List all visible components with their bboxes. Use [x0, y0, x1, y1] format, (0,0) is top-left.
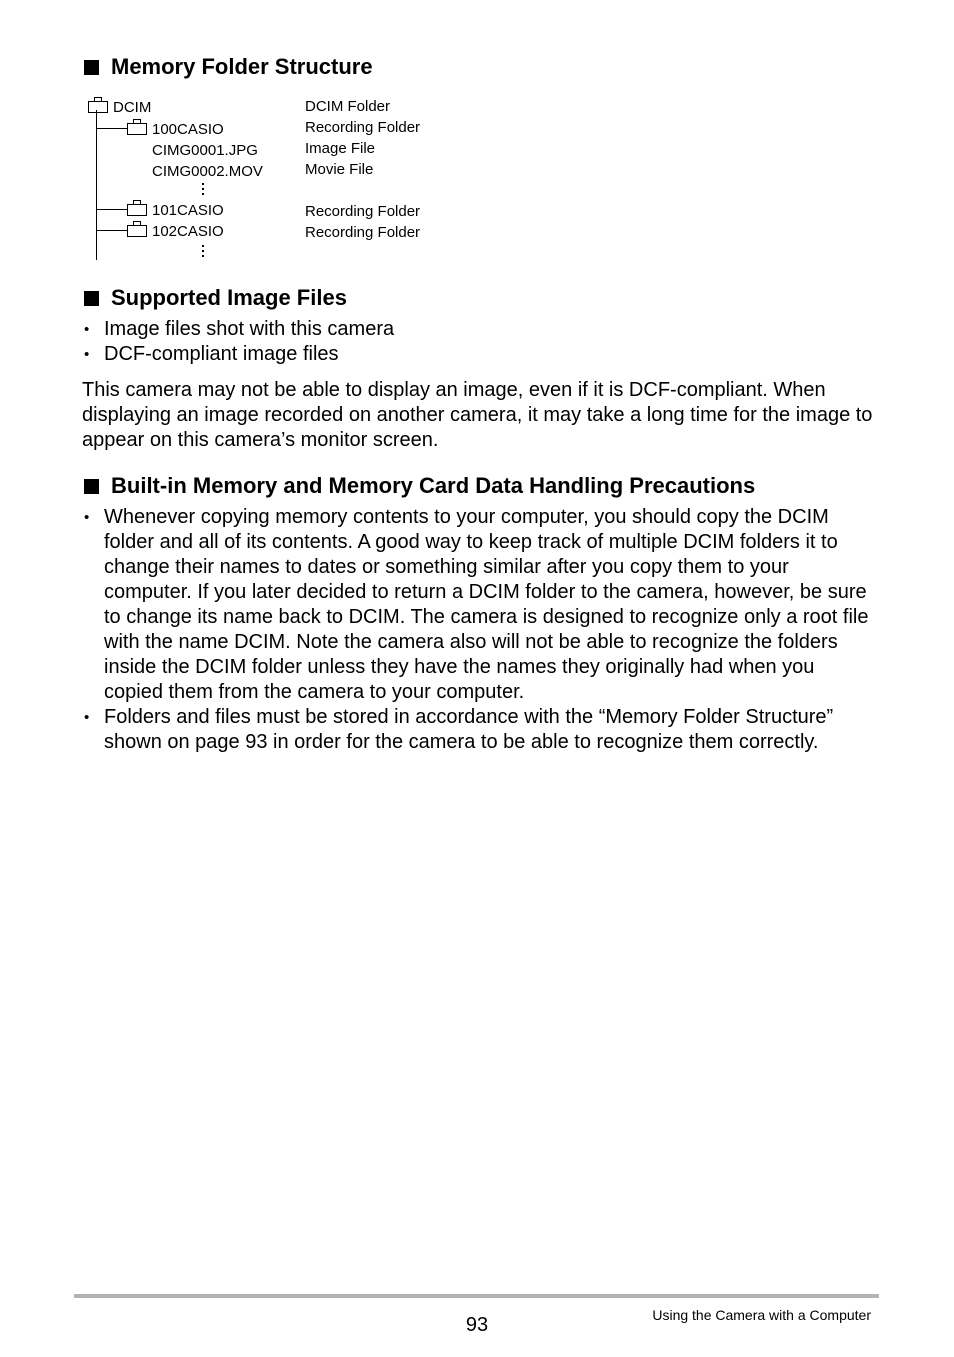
heading-text: Built-in Memory and Memory Card Data Handling Precautions — [111, 473, 756, 498]
list-item: • Whenever copying memory contents to your computer, you should copy the DCIM folder and all of its contents. A good way to keep track of multiple DCIM folders it to change their names to dates or something similar after you copy them to your computer. If you later decided to return a DCIM folder to the camera, however, be sure to change its name back to DCIM. The camera is designed to recognize only a root file with the name DCIM. Note the camera also will not be able to recognize the folders inside the DCIM folder unless they have the names they originally had when you copied them from the camera to your computer. — [84, 505, 874, 705]
list-item: • Image files shot with this camera — [84, 317, 394, 342]
tree-folder1-desc: Recording Folder — [305, 119, 421, 136]
tree-trunk-line — [96, 110, 97, 260]
square-bullet-icon — [84, 291, 99, 306]
tree-folder1-name: 100CASIO — [152, 121, 224, 138]
tree-root-desc: DCIM Folder — [305, 98, 391, 115]
supported-files-list — [84, 317, 394, 367]
tree-branch-line — [96, 230, 127, 231]
tree-folder2-name: 101CASIO — [152, 202, 224, 219]
tree-file1-name: CIMG0001.JPG — [152, 142, 258, 159]
folder-icon — [88, 101, 108, 113]
list-item: • Folders and files must be stored in accordance with the “Memory Folder Structure” shown on page 93 in order for the camera to be able to recognize them correctly. — [84, 705, 874, 755]
tree-file2-name: CIMG0002.MOV — [152, 163, 263, 180]
folder-icon — [127, 225, 147, 237]
tree-folder2-desc: Recording Folder — [305, 203, 421, 220]
folder-tree-diagram — [86, 96, 506, 266]
square-bullet-icon — [84, 479, 99, 494]
heading-text: Supported Image Files — [111, 285, 347, 310]
tree-branch-line — [96, 128, 127, 129]
footer-section-label: Using the Camera with a Computer — [652, 1307, 871, 1323]
tree-file1-desc: Image File — [305, 140, 376, 157]
precautions-list — [84, 505, 874, 755]
supported-files-note: This camera may not be able to display an image, even if it is DCF-compliant. When displaying an image recorded on another camera, it may take a long time for the image to appear on this camera’s monitor screen. — [82, 379, 873, 451]
folder-icon — [127, 123, 147, 135]
section-heading-supported-files — [84, 285, 347, 311]
heading-text: Memory Folder Structure — [111, 54, 373, 79]
folder-icon — [127, 204, 147, 216]
section-heading-folder-structure — [84, 54, 373, 80]
page-number: 93 — [465, 1314, 489, 1336]
tree-root-name: DCIM — [113, 99, 152, 116]
tree-folder3-desc: Recording Folder — [305, 224, 421, 241]
square-bullet-icon — [84, 60, 99, 75]
footer-divider — [74, 1294, 879, 1298]
ellipsis-icon — [202, 183, 205, 198]
tree-folder3-name: 102CASIO — [152, 223, 224, 240]
tree-branch-line — [96, 209, 127, 210]
list-item: • DCF-compliant image files — [84, 342, 394, 367]
section-heading-precautions — [84, 473, 755, 499]
tree-file2-desc: Movie File — [305, 161, 374, 178]
ellipsis-icon — [202, 245, 205, 260]
